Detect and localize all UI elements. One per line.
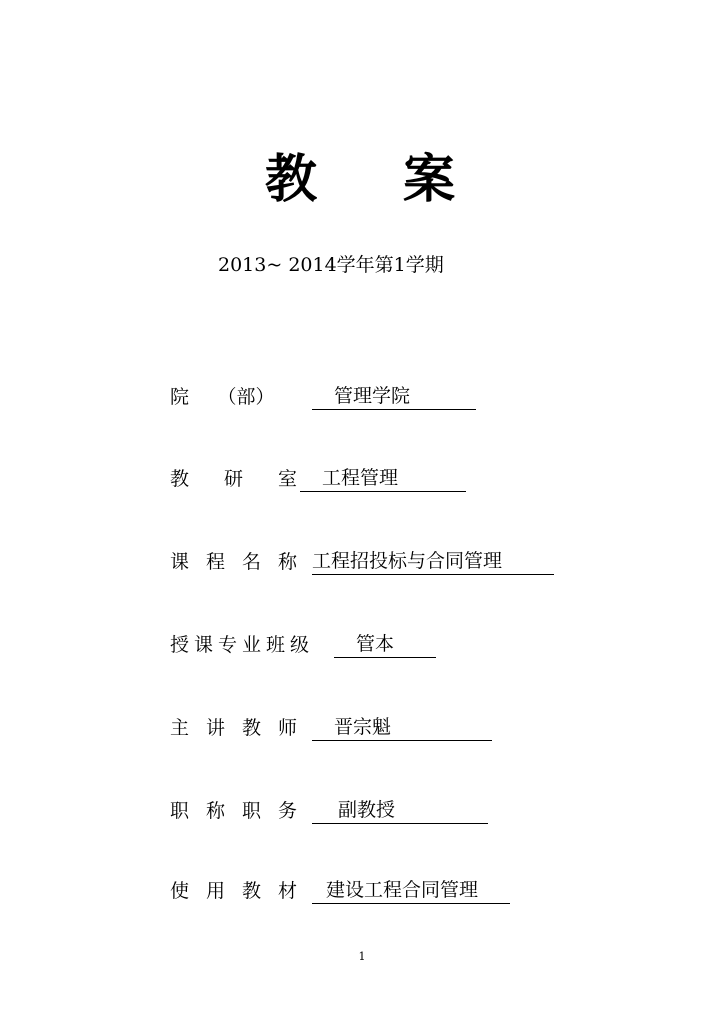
field-label: 教 研 室 (170, 468, 306, 490)
field-label: 院 （部） (170, 386, 275, 408)
field-course-name (170, 545, 554, 575)
field-value: 副教授 (312, 797, 488, 824)
field-label: 使 用 教 材 (170, 880, 297, 902)
academic-term: 2013~ 2014学年第1学期 (218, 254, 444, 276)
field-value: 管本 (334, 631, 436, 658)
field-department (170, 380, 476, 410)
field-lecturer (170, 711, 492, 741)
field-label: 职 称 职 务 (170, 800, 297, 822)
field-value: 工程招投标与合同管理 (312, 548, 554, 575)
page-number: 1 (358, 950, 366, 963)
field-value: 工程管理 (300, 465, 466, 492)
field-title-position (170, 794, 488, 824)
field-label: 主 讲 教 师 (170, 717, 297, 739)
field-textbook (170, 874, 510, 904)
field-value: 管理学院 (312, 383, 476, 410)
field-teaching-office (170, 462, 466, 492)
field-label: 课 程 名 称 (170, 551, 297, 573)
field-class (170, 628, 436, 658)
document-title: 教 案 (264, 150, 490, 210)
field-value: 晋宗魁 (312, 714, 492, 741)
field-label: 授课专业班级 (170, 634, 315, 656)
field-value: 建设工程合同管理 (312, 877, 510, 904)
